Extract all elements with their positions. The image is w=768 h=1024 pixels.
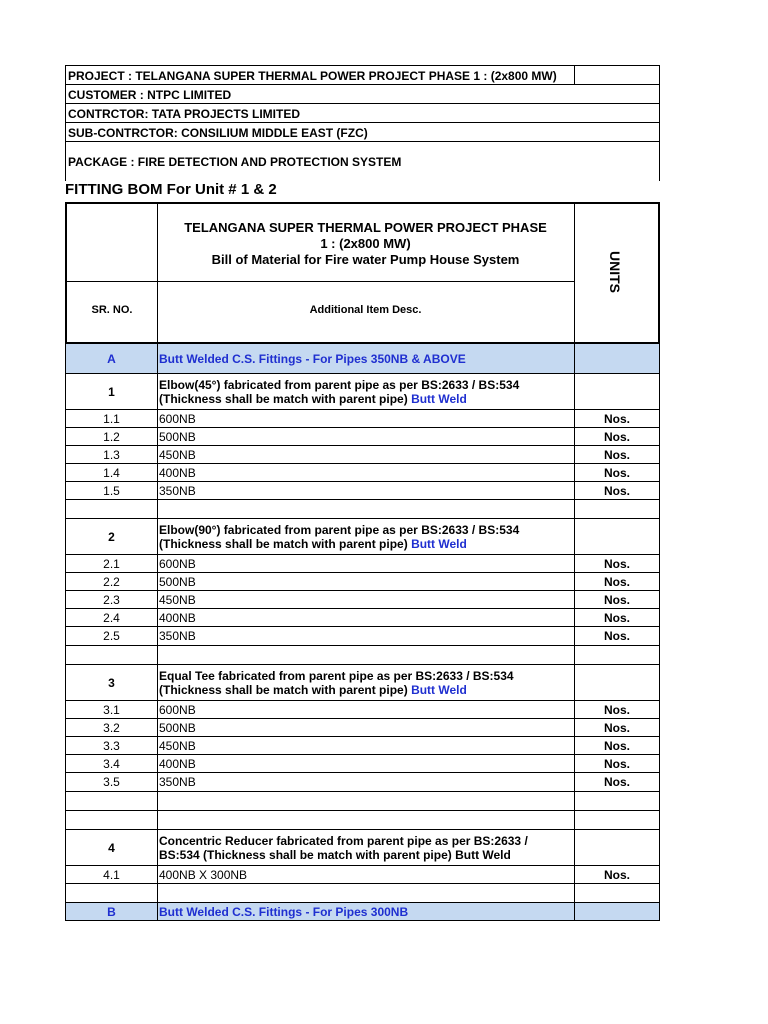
customer-row [65,84,660,104]
table-row: 3.4 400NB Nos. [65,755,660,773]
table-row: 3.3 450NB Nos. [65,737,660,755]
item-description: Equal Tee fabricated from parent pipe as per BS:2633 / BS:534 (Thickness shall be match with parent pipe) Butt Weld [158,665,575,700]
table-row: 1.1 600NB Nos. [65,410,660,428]
section-title: Butt Welded C.S. Fittings - For Pipes 300NB [158,903,575,920]
item-description: Concentric Reducer fabricated from parent pipe as per BS:2633 / BS:534 (Thickness shall be match with parent pipe) Butt Weld [158,830,575,865]
table-row: 4.1 400NB X 300NB Nos. [65,866,660,884]
section-row-a [65,343,660,374]
empty-row [65,884,660,903]
empty-row [65,792,660,811]
table-row: 3.1 600NB Nos. [65,701,660,719]
col-header-sr-no: SR. NO. [91,304,133,316]
item-description: Elbow(45°) fabricated from parent pipe as per BS:2633 / BS:534 (Thickness shall be match with parent pipe) Butt Weld [158,374,575,409]
table-title-line1: TELANGANA SUPER THERMAL POWER PROJECT PHASE [184,220,547,235]
table-row: 1.3 450NB Nos. [65,446,660,464]
col-header-description: Additional Item Desc. [309,304,422,316]
fitting-bom-title: FITTING BOM For Unit # 1 & 2 [65,181,277,198]
table-row: 1.2 500NB Nos. [65,428,660,446]
empty-row [65,811,660,830]
table-row: 2.4 400NB Nos. [65,609,660,627]
item-description: Elbow(90°) fabricated from parent pipe as per BS:2633 / BS:534 (Thickness shall be match with parent pipe) Butt Weld [158,519,575,554]
table-header [65,202,660,343]
table-row: 2.2 500NB Nos. [65,573,660,591]
package-text: PACKAGE : FIRE DETECTION AND PROTECTION SYSTEM [68,154,402,169]
table-title [157,220,574,268]
col-header-units: UNITS [607,251,623,293]
table-row: 1.4 400NB Nos. [65,464,660,482]
table-row: 2.3 450NB Nos. [65,591,660,609]
project-row [65,65,660,85]
customer-text: CUSTOMER : NTPC LIMITED [68,87,232,102]
table-row: 3.2 500NB Nos. [65,719,660,737]
group-row-2 [65,519,660,555]
subcontractor-row [65,122,660,142]
group-row-3 [65,665,660,701]
sr-no: B [66,903,158,920]
sr-no: A [66,344,158,373]
table-row: 1.5 350NB Nos. [65,482,660,500]
contractor-row [65,103,660,123]
table-title-line3: Bill of Material for Fire water Pump House System [211,252,520,267]
table-row: 3.5 350NB Nos. [65,773,660,792]
package-row [65,141,660,181]
subcontractor-text: SUB-CONTRCTOR: CONSILIUM MIDDLE EAST (FZC) [68,125,368,140]
sr-no: 4 [66,830,158,865]
sr-no: 1 [66,374,158,409]
table-row: 2.1 600NB Nos. [65,555,660,573]
sr-no: 2 [66,519,158,554]
group-row-4 [65,830,660,866]
table-row: 2.5 350NB Nos. [65,627,660,646]
contractor-text: CONTRCTOR: TATA PROJECTS LIMITED [68,106,300,121]
group-row-1 [65,374,660,410]
sr-no: 3 [66,665,158,700]
project-text: PROJECT : TELANGANA SUPER THERMAL POWER PROJECT PHASE 1 : (2x800 MW) [68,68,557,83]
section-title: Butt Welded C.S. Fittings - For Pipes 350NB & ABOVE [158,344,575,373]
empty-row [65,646,660,665]
empty-row [65,500,660,519]
table-title-line2: 1 : (2x800 MW) [320,236,411,251]
section-row-b [65,903,660,921]
